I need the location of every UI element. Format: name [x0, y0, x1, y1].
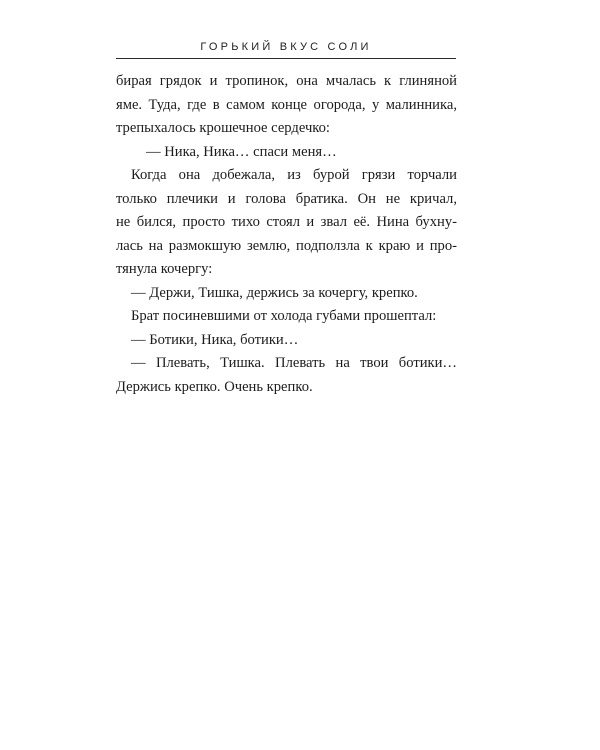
text-line: трепыхалось крошечное сердечко:: [116, 120, 330, 136]
text-line: Когда она добежала, из бурой грязи торчали: [131, 167, 457, 183]
running-header: [116, 40, 456, 59]
running-title: ГОРЬКИЙ ВКУС СОЛИ: [200, 41, 372, 53]
text-line: лась на размокшую землю, подползла к краю и про-: [116, 237, 457, 254]
text-line: — Плевать, Тишка. Плевать на твои ботики…: [131, 355, 457, 371]
paragraph: [116, 282, 457, 306]
text-line: Держись крепко. Очень крепко.: [116, 378, 313, 395]
paragraph: [116, 70, 457, 141]
paragraph: [116, 305, 457, 329]
text-line: бирая грядок и тропинок, она мчалась к глиняной: [116, 73, 457, 89]
text-line: тянула кочергу:: [116, 261, 213, 277]
paragraph: [116, 329, 457, 353]
paragraph: [116, 352, 457, 399]
text-line: — Ника, Ника… спаси меня…: [146, 143, 337, 160]
page-text: [116, 70, 457, 399]
paragraph: [116, 164, 457, 282]
text-line: не бился, просто тихо стоял и звал её. Нина бухну-: [116, 214, 457, 230]
text-line: — Держи, Тишка, держись за кочергу, крепко.: [131, 284, 418, 301]
text-line: только плечики и голова братика. Он не кричал,: [116, 190, 457, 207]
text-line: яме. Туда, где в самом конце огорода, у малинника,: [116, 96, 457, 113]
text-line: — Ботики, Ника, ботики…: [131, 331, 299, 348]
header-rule: [116, 58, 456, 59]
text-line: Брат посиневшими от холода губами прошептал:: [131, 308, 437, 324]
paragraph: [116, 141, 457, 165]
